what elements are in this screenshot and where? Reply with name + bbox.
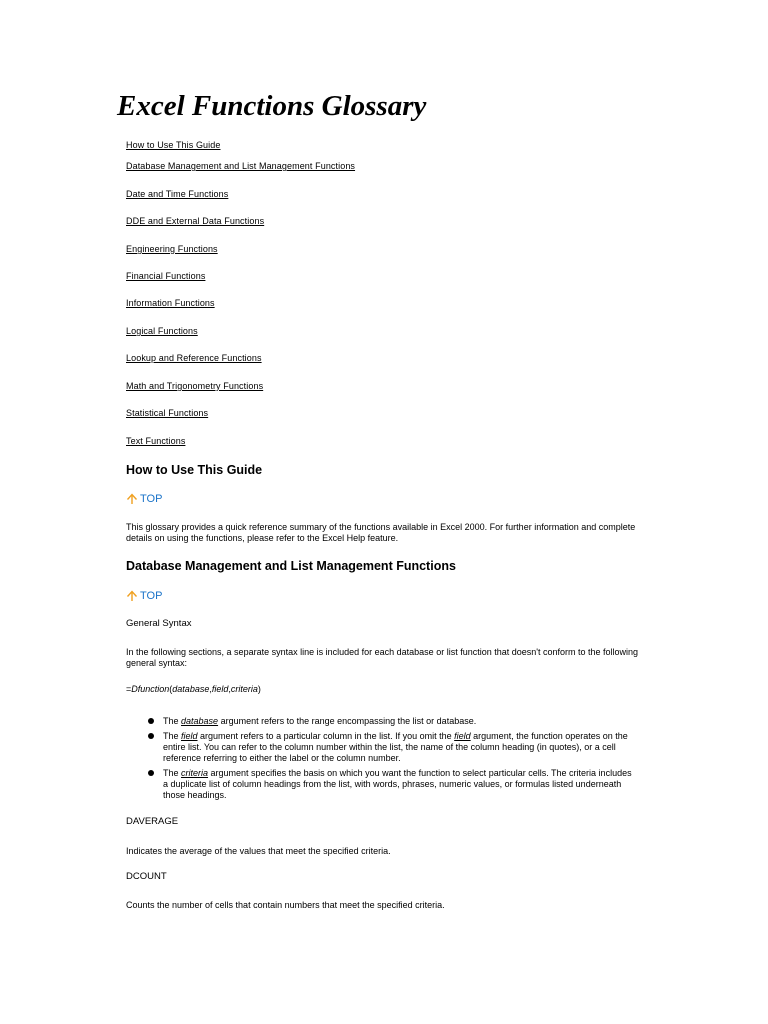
list-item: The database argument refers to the range encompassing the list or database.: [148, 716, 638, 727]
syntax-intro-paragraph: In the following sections, a separate syntax line is included for each database or list function that doesn't conform to the following general syntax:: [126, 647, 639, 668]
back-to-top-label: TOP: [140, 493, 163, 505]
function-name-dcount: DCOUNT: [126, 871, 167, 882]
function-name-daverage: DAVERAGE: [126, 816, 179, 827]
toc-link-database-management[interactable]: Database Management and List Management Functions: [126, 161, 356, 171]
toc-link-how-to-use[interactable]: How to Use This Guide: [126, 140, 221, 150]
general-syntax-label: General Syntax: [126, 618, 192, 629]
page-title: Excel Functions Glossary: [117, 90, 427, 122]
toc-link-dde-external-data[interactable]: DDE and External Data Functions: [126, 216, 265, 226]
intro-paragraph: This glossary provides a quick reference summary of the functions available in Excel 2000. For further information and complete details on using the functions, please refer to the Excel Help feature.: [126, 522, 636, 543]
list-item: The field argument refers to a particular column in the list. If you omit the field argument, the function operates on the entire list. You can refer to the column number within the list, the name of the column heading (in quotes), or a cell reference referring to either the label or the column number.: [148, 731, 638, 764]
function-description-dcount: Counts the number of cells that contain numbers that meet the specified criteria.: [126, 900, 445, 910]
toc-link-logical[interactable]: Logical Functions: [126, 326, 198, 336]
list-item: The criteria argument specifies the basis on which you want the function to select particular cells. The criteria includes a duplicate list of column headings from the list, with words, phrases, numeric values, or formulas listed underneath those headings.: [148, 768, 638, 801]
function-description-daverage: Indicates the average of the values that meet the specified criteria.: [126, 846, 391, 856]
toc-link-date-time[interactable]: Date and Time Functions: [126, 189, 229, 199]
bullet-icon: [148, 733, 154, 739]
toc-link-engineering[interactable]: Engineering Functions: [126, 244, 218, 254]
section-heading-how-to-use: How to Use This Guide: [126, 463, 263, 477]
argument-bullet-list: [148, 716, 638, 805]
bullet-icon: [148, 718, 154, 724]
general-syntax-line: =Dfunction(database,field,criteria): [126, 684, 261, 694]
arrow-up-icon: [126, 493, 138, 505]
bullet-icon: [148, 770, 154, 776]
back-to-top-link[interactable]: [126, 492, 162, 506]
toc-link-math-trig[interactable]: Math and Trigonometry Functions: [126, 381, 264, 391]
toc-link-text[interactable]: Text Functions: [126, 436, 186, 446]
back-to-top-link[interactable]: [126, 589, 162, 603]
toc-link-lookup-reference[interactable]: Lookup and Reference Functions: [126, 353, 262, 363]
section-heading-database: Database Management and List Management Functions: [126, 559, 456, 573]
arrow-up-icon: [126, 590, 138, 602]
toc-link-financial[interactable]: Financial Functions: [126, 271, 206, 281]
toc-link-information[interactable]: Information Functions: [126, 298, 215, 308]
toc-link-statistical[interactable]: Statistical Functions: [126, 408, 209, 418]
back-to-top-label: TOP: [140, 590, 163, 602]
